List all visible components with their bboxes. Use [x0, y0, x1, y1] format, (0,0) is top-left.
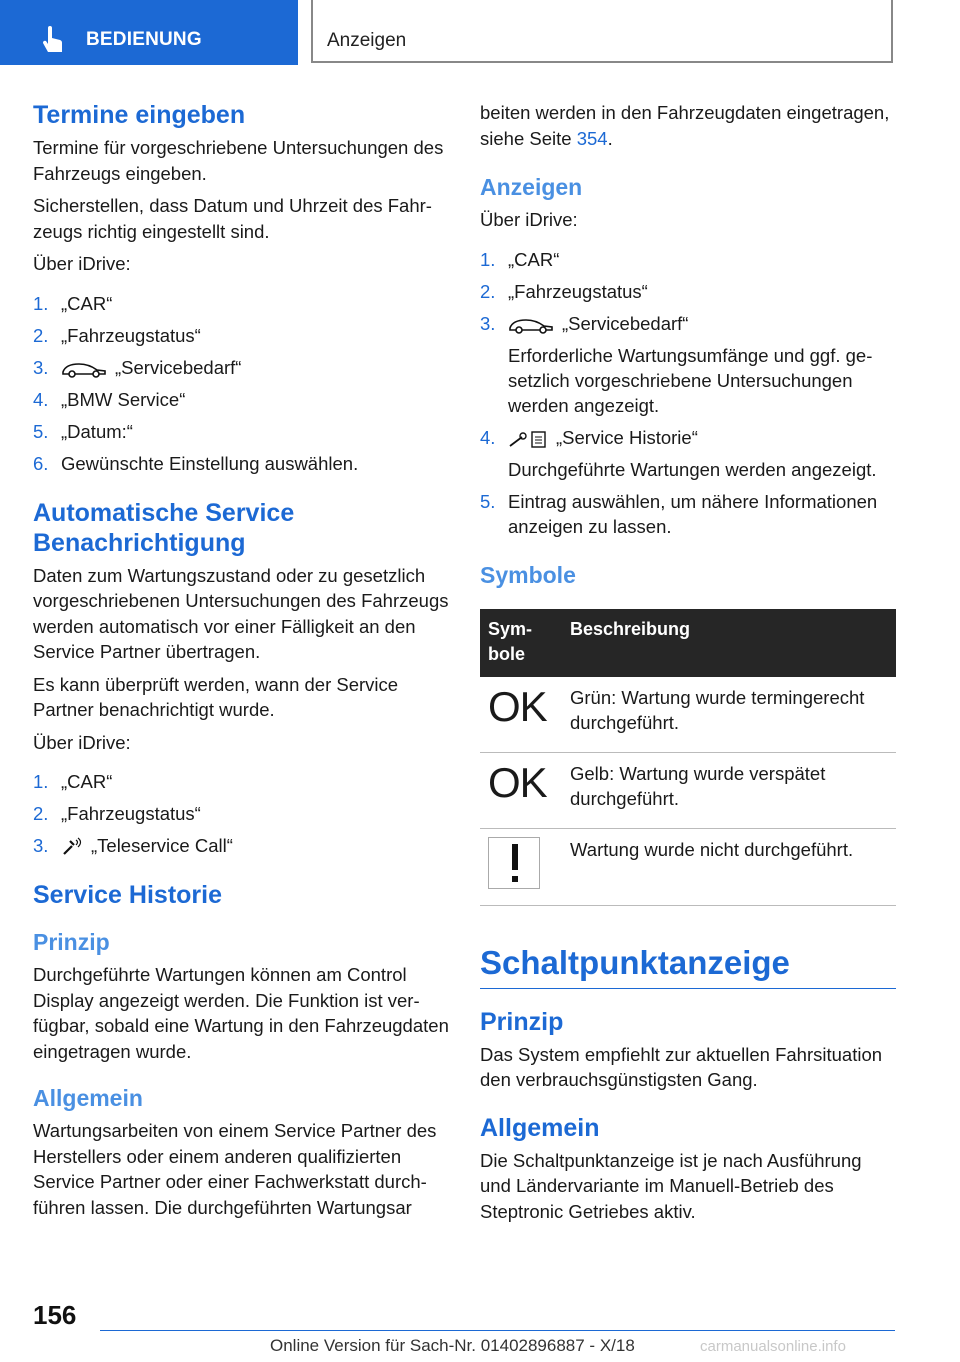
list-item: 4. „Service Historie“ Durchgeführte Wartungen werden angezeigt.	[480, 426, 877, 480]
heading-prinzip: Prinzip	[480, 1007, 564, 1036]
list-item: 5. „Datum:“	[33, 420, 133, 442]
exclamation-icon	[488, 837, 540, 889]
table-cell: Gelb: Wartung wurde verspätet durchgeführt.	[562, 752, 896, 828]
steps-automatische	[33, 769, 451, 858]
table-row	[480, 828, 896, 905]
section-label: BEDIENUNG	[86, 29, 202, 50]
paragraph: Es kann überprüft werden, wann der Service Partner benachrichtigt wurde.	[33, 673, 399, 720]
paragraph: Termine für vorgeschriebene Untersuchungen des Fahrzeugs eingeben.	[33, 137, 444, 184]
heading-schaltpunktanzeige: Schaltpunktanzeige	[480, 943, 790, 981]
table-header: Symbole	[480, 609, 562, 677]
ok-green-icon: OK	[488, 682, 547, 730]
table-row	[480, 752, 896, 828]
steps-anzeigen	[480, 247, 896, 539]
heading-historie: Service Historie	[33, 881, 222, 909]
page-link[interactable]: 354	[576, 127, 608, 149]
table-row	[480, 677, 896, 753]
hand-pointer-icon	[40, 26, 66, 54]
list-item: 3. „Teleservice Call“	[33, 835, 233, 856]
watermark: carmanualsonline.info	[700, 1338, 846, 1355]
heading-symbole: Symbole	[480, 561, 576, 588]
list-item: 5. Eintrag auswählen, um nähere Informationen anzeigen zu lassen.	[480, 490, 878, 537]
page-number: 156	[33, 1300, 77, 1330]
list-item: 2. „Fahrzeugstatus“	[480, 280, 648, 302]
paragraph: Das System empfiehlt zur aktuellen Fahrsituation den verbrauchsgünstigsten Gang.	[480, 1043, 883, 1090]
teleservice-wrench-icon	[61, 837, 83, 857]
list-item: 2. „Fahrzeugstatus“	[33, 324, 201, 346]
paragraph: beiten werden in den Fahrzeugdaten eingetragen, siehe Seite 354.	[480, 102, 890, 149]
right-column	[480, 100, 896, 1231]
symbol-table	[480, 609, 896, 906]
ok-yellow-icon: OK	[488, 758, 547, 806]
service-history-icon	[508, 429, 548, 449]
paragraph: Über iDrive:	[480, 209, 578, 230]
list-item: 3. „Servicebedarf“ Erforderliche Wartungsumfänge und ggf. gesetzlich vorgeschriebene Untersuchungen werden angezeigt.	[480, 312, 873, 416]
steps-termine	[33, 291, 451, 476]
paragraph: Über iDrive:	[33, 731, 131, 753]
footer-divider	[100, 1330, 895, 1331]
car-service-icon	[508, 316, 554, 334]
paragraph: Über iDrive:	[33, 253, 131, 274]
table-cell: Wartung wurde nicht durchgeführt.	[562, 828, 896, 905]
paragraph: Durchgeführte Wartungen können am Control Display angezeigt werden. Die Funktion ist verfügbar, sobald eine Wartung in den Fahrzeugdaten eingetragen wurde.	[33, 964, 449, 1062]
heading-allgemein: Allgemein	[480, 1113, 600, 1142]
heading-automatische: Automatische Service Benachrichtigung	[33, 498, 295, 557]
heading-anzeigen: Anzeigen	[480, 174, 583, 200]
left-column	[33, 100, 451, 1227]
table-header: Beschreibung	[562, 609, 896, 677]
heading-termine: Termine eingeben	[33, 101, 246, 129]
list-item: 3. „Servicebedarf“	[33, 356, 242, 378]
section-tab[interactable]	[0, 0, 298, 65]
chapter-tab[interactable]	[311, 0, 893, 63]
paragraph: Die Schaltpunktanzeige ist je nach Ausführung und Ländervariante im Manuell-Betrieb des Steptronic Getriebes aktiv.	[480, 1149, 862, 1222]
list-item: 6. Gewünschte Einstellung auswählen.	[33, 452, 359, 474]
list-item: 2. „Fahrzeugstatus“	[33, 803, 201, 824]
list-item: 1. „CAR“	[33, 771, 113, 792]
list-item: 1. „CAR“	[480, 248, 560, 270]
paragraph: Wartungsarbeiten von einem Service Partner des Herstellers oder einem anderen qualifizierten Service Partner oder einer Fachwerkstatt durchführen lassen. Die durchgeführten Wartungsar	[33, 1120, 437, 1218]
list-item: 4. „BMW Service“	[33, 388, 186, 410]
car-service-icon	[61, 360, 107, 378]
paragraph: Sicherstellen, dass Datum und Uhrzeit des Fahrzeugs richtig eingestellt sind.	[33, 195, 432, 242]
chapter-label: Anzeigen	[327, 30, 407, 51]
list-item: 1. „CAR“	[33, 292, 113, 314]
footer-text: Online Version für Sach-Nr. 01402896887 - X/18	[270, 1336, 635, 1355]
chapter-heading-rule	[480, 942, 896, 989]
heading-allgemein: Allgemein	[33, 1085, 143, 1111]
heading-prinzip: Prinzip	[33, 929, 110, 955]
table-cell: Grün: Wartung wurde termingerecht durchgeführt.	[562, 677, 896, 753]
paragraph: Daten zum Wartungszustand oder zu gesetzlich vorgeschriebenen Untersuchungen des Fahrzeugs werden automatisch vor einer Fälligkeit an den Service Partner übertragen.	[33, 564, 449, 662]
